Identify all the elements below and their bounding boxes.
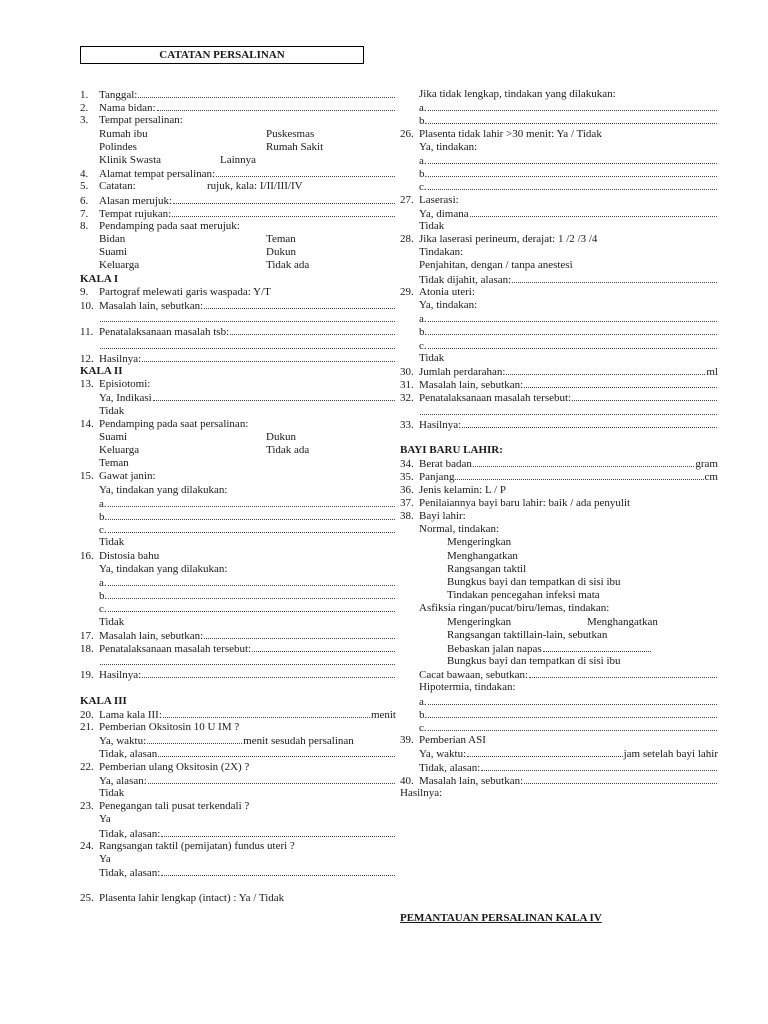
field-laserasi: 27. Laserasi:: [400, 193, 459, 206]
field-continuation[interactable]: [80, 339, 396, 352]
field-berat-badan[interactable]: 34. Berat badan gram: [400, 458, 718, 471]
field-penatalaksanaan[interactable]: 32. Penatalaksanaan masalah tersebut:: [400, 391, 718, 404]
field-alamat[interactable]: 4. Alamat tempat persalinan:: [80, 167, 396, 180]
field-option-a[interactable]: a.: [80, 497, 396, 510]
option-row[interactable]: Bidan Teman: [99, 233, 296, 246]
option-item[interactable]: Tindakan pencegahan infeksi mata: [447, 589, 600, 602]
section-kala-3: KALA III: [80, 694, 127, 707]
field-tindakan: Tindakan:: [419, 246, 464, 259]
field-option-b[interactable]: b.: [400, 708, 718, 721]
option-row[interactable]: Polindes Rumah Sakit: [99, 140, 324, 153]
option-row[interactable]: Klinik Swasta Lainnya: [99, 153, 257, 166]
option-row[interactable]: Teman: [99, 457, 129, 470]
field-option-a[interactable]: a.: [400, 695, 718, 708]
option-row[interactable]: Keluarga Tidak ada: [99, 444, 310, 457]
field-tidak-alasan[interactable]: Tidak, alasan:: [80, 827, 396, 840]
field-masalah-lain[interactable]: 17. Masalah lain, sebutkan:: [80, 629, 396, 642]
field-tanggal[interactable]: 1. Tanggal:: [80, 88, 396, 101]
section-bayi-baru-lahir: BAYI BARU LAHIR:: [400, 444, 718, 457]
field-partograf[interactable]: 9. Partograf melewati garis waspada: Y/T: [80, 285, 271, 298]
option-row[interactable]: Keluarga Tidak ada: [99, 259, 310, 272]
option-item[interactable]: Bebaskan jalan napas: [400, 642, 718, 655]
field-option-a[interactable]: a.: [400, 101, 718, 114]
option-ya[interactable]: Ya: [99, 852, 111, 865]
field-option-b[interactable]: b.: [400, 167, 718, 180]
field-option-a[interactable]: a.: [400, 154, 718, 167]
field-masalah-lain[interactable]: 31. Masalah lain, sebutkan:: [400, 378, 718, 391]
field-option-b[interactable]: b.: [80, 589, 396, 602]
field-option-b[interactable]: b.: [400, 325, 718, 338]
section-kala-1: KALA I: [80, 273, 396, 286]
field-masalah-lain[interactable]: 10. Masalah lain, sebutkan:: [80, 299, 396, 312]
option-item[interactable]: Rangsangan taktil: [447, 562, 527, 575]
field-option-c[interactable]: c.: [400, 721, 718, 734]
field-option-a[interactable]: a.: [80, 576, 396, 589]
field-episiotomi-ya[interactable]: Ya, Indikasi: [80, 391, 396, 404]
field-lama-kala-3[interactable]: 20. Lama kala III: menit: [80, 708, 396, 721]
option-item[interactable]: Menghangatkan: [447, 549, 518, 562]
field-hasilnya[interactable]: 33. Hasilnya:: [400, 418, 718, 431]
field-ya-tindakan: Ya, tindakan:: [419, 299, 478, 311]
option-row[interactable]: Suami Dukun: [99, 430, 296, 443]
form-title: CATATAN PERSALINAN: [80, 46, 364, 64]
option-tidak[interactable]: Tidak: [419, 351, 445, 364]
field-pendamping-merujuk: 8. Pendamping pada saat merujuk:: [80, 219, 240, 232]
option-tidak[interactable]: Tidak: [419, 219, 445, 232]
field-nama-bidan[interactable]: 2. Nama bidan:: [80, 101, 396, 114]
field-jika-tidak-lengkap: Jika tidak lengkap, tindakan yang dilakukan:: [419, 88, 616, 100]
right-column: [400, 88, 718, 800]
field-laserasi-perineum[interactable]: 28. Jika laserasi perineum, derajat: 1 /2 /3 /4: [400, 233, 598, 246]
field-rangsangan-taktil: 24. Rangsangan taktil (pemijatan) fundus uteri ?: [80, 839, 295, 852]
field-bayi-lahir: 38. Bayi lahir:: [400, 510, 466, 522]
field-hipotermia: Hipotermia, tindakan:: [419, 681, 516, 694]
field-hasilnya[interactable]: 12. Hasilnya:: [80, 352, 396, 365]
field-ya-tindakan: Ya, tindakan yang dilakukan:: [99, 483, 228, 496]
section-kala-4: PEMANTAUAN PERSALINAN KALA IV: [400, 912, 602, 924]
option-item[interactable]: Bungkus bayi dan tempatkan di sisi ibu: [447, 575, 621, 588]
option-row[interactable]: Suami Dukun: [99, 246, 296, 259]
field-oksitosin-waktu[interactable]: Ya, waktu: menit sesudah persalinan: [99, 735, 354, 748]
field-penatalaksanaan[interactable]: 11. Penatalaksanaan masalah tsb:: [80, 325, 396, 338]
spacer: [80, 879, 396, 892]
field-asi-waktu[interactable]: Ya, waktu: jam setelah bayi lahir: [419, 748, 718, 761]
field-continuation[interactable]: [80, 312, 396, 325]
field-option-c[interactable]: c.: [80, 523, 396, 536]
field-pemberian-asi: 39. Pemberian ASI: [400, 734, 486, 747]
field-panjang[interactable]: 35. Panjang cm: [400, 471, 718, 484]
field-cacat-bawaan[interactable]: Cacat bawaan, sebutkan:: [400, 668, 718, 681]
field-masalah-lain[interactable]: 40. Masalah lain, sebutkan:: [400, 774, 718, 787]
option-row[interactable]: Rumah ibu Puskesmas: [99, 127, 315, 140]
field-ya-tindakan: Ya, tindakan:: [419, 140, 478, 153]
option-item[interactable]: Bungkus bayi dan tempatkan di sisi ibu: [447, 655, 621, 668]
option-tidak[interactable]: Tidak: [99, 404, 125, 417]
option-tidak[interactable]: Tidak: [99, 615, 125, 628]
field-option-c[interactable]: c.: [400, 180, 718, 193]
field-oksitosin-ulang: 22. Pemberian ulang Oksitosin (2X) ?: [80, 760, 250, 773]
spacer: [400, 431, 718, 444]
field-pendamping-persalinan: 14. Pendamping pada saat persalinan:: [80, 417, 249, 430]
field-continuation[interactable]: [80, 655, 396, 668]
field-tempat-persalinan: 3. Tempat persalinan:: [80, 114, 183, 127]
field-hasilnya[interactable]: 19. Hasilnya:: [80, 668, 396, 681]
option-ya[interactable]: Ya: [99, 813, 111, 826]
option-normal: Normal, tindakan:: [419, 523, 500, 536]
field-tidak-alasan[interactable]: Tidak, alasan:: [400, 761, 718, 774]
field-option-b[interactable]: b.: [400, 114, 718, 127]
field-laserasi-ya[interactable]: Ya, dimana: [400, 207, 718, 220]
field-gawat-janin: 15. Gawat janin:: [80, 470, 156, 483]
field-jenis-kelamin[interactable]: 36. Jenis kelamin: L / P: [400, 483, 506, 496]
field-option-c[interactable]: c.: [80, 602, 396, 615]
option-asfiksia: Asfiksia ringan/pucat/biru/lemas, tindakan:: [419, 602, 610, 615]
field-option-c[interactable]: c.: [400, 339, 718, 352]
field-plasenta-lengkap[interactable]: 25. Plasenta lahir lengkap (intact) : Ya / Tidak: [80, 892, 285, 905]
field-alasan-merujuk[interactable]: 6. Alasan merujuk:: [80, 194, 396, 207]
section-kala-2: KALA II: [80, 365, 396, 378]
option-tidak[interactable]: Tidak: [99, 786, 125, 799]
field-episiotomi: 13. Episiotomi:: [80, 378, 151, 391]
field-tempat-rujukan[interactable]: 7. Tempat rujukan:: [80, 207, 396, 220]
field-distosia-bahu: 16. Distosia bahu: [80, 549, 160, 562]
field-option-b[interactable]: b.: [80, 510, 396, 523]
field-penatalaksanaan[interactable]: 18. Penatalaksanaan masalah tersebut:: [80, 642, 396, 655]
field-penilaian[interactable]: 37. Penilaiannya bayi baru lahir: baik / ada penyulit: [400, 496, 631, 509]
field-oksitosin: 21. Pemberian Oksitosin 10 U IM ?: [80, 721, 240, 733]
option-item[interactable]: Mengeringkan Menghangatkan: [447, 615, 658, 628]
spacer: [80, 681, 396, 694]
field-continuation[interactable]: [400, 405, 718, 418]
option-item[interactable]: Mengeringkan: [447, 536, 512, 549]
field-tidak-alasan[interactable]: Tidak, alasan:: [80, 866, 396, 879]
field-ya-tindakan: Ya, tindakan yang dilakukan:: [99, 562, 228, 575]
field-ya-alasan[interactable]: Ya, alasan:: [80, 774, 396, 787]
field-tidak-alasan[interactable]: Tidak, alasan: [80, 747, 396, 760]
field-plasenta-tidak-lahir[interactable]: 26. Plasenta tidak lahir >30 menit: Ya / Tidak: [400, 127, 602, 140]
option-penjahitan[interactable]: Penjahitan, dengan / tanpa anestesi: [419, 259, 573, 272]
option-tidak[interactable]: Tidak: [99, 536, 125, 549]
field-option-a[interactable]: a.: [400, 312, 718, 325]
field-jumlah-perdarahan[interactable]: 30. Jumlah perdarahan: ml: [400, 365, 718, 378]
option-item[interactable]: Rangsangan taktillain-lain, sebutkan: [447, 628, 608, 641]
left-column: [80, 88, 396, 906]
field-tidak-dijahit[interactable]: Tidak dijahit, alasan:: [400, 273, 718, 286]
field-atonia-uteri: 29. Atonia uteri:: [400, 285, 475, 298]
field-penegangan-tali-pusat: 23. Penegangan tali pusat terkendali ?: [80, 800, 250, 813]
field-hasilnya[interactable]: Hasilnya:: [400, 786, 443, 799]
field-catatan[interactable]: 5. Catatan: rujuk, kala: I/II/III/IV: [80, 180, 303, 193]
